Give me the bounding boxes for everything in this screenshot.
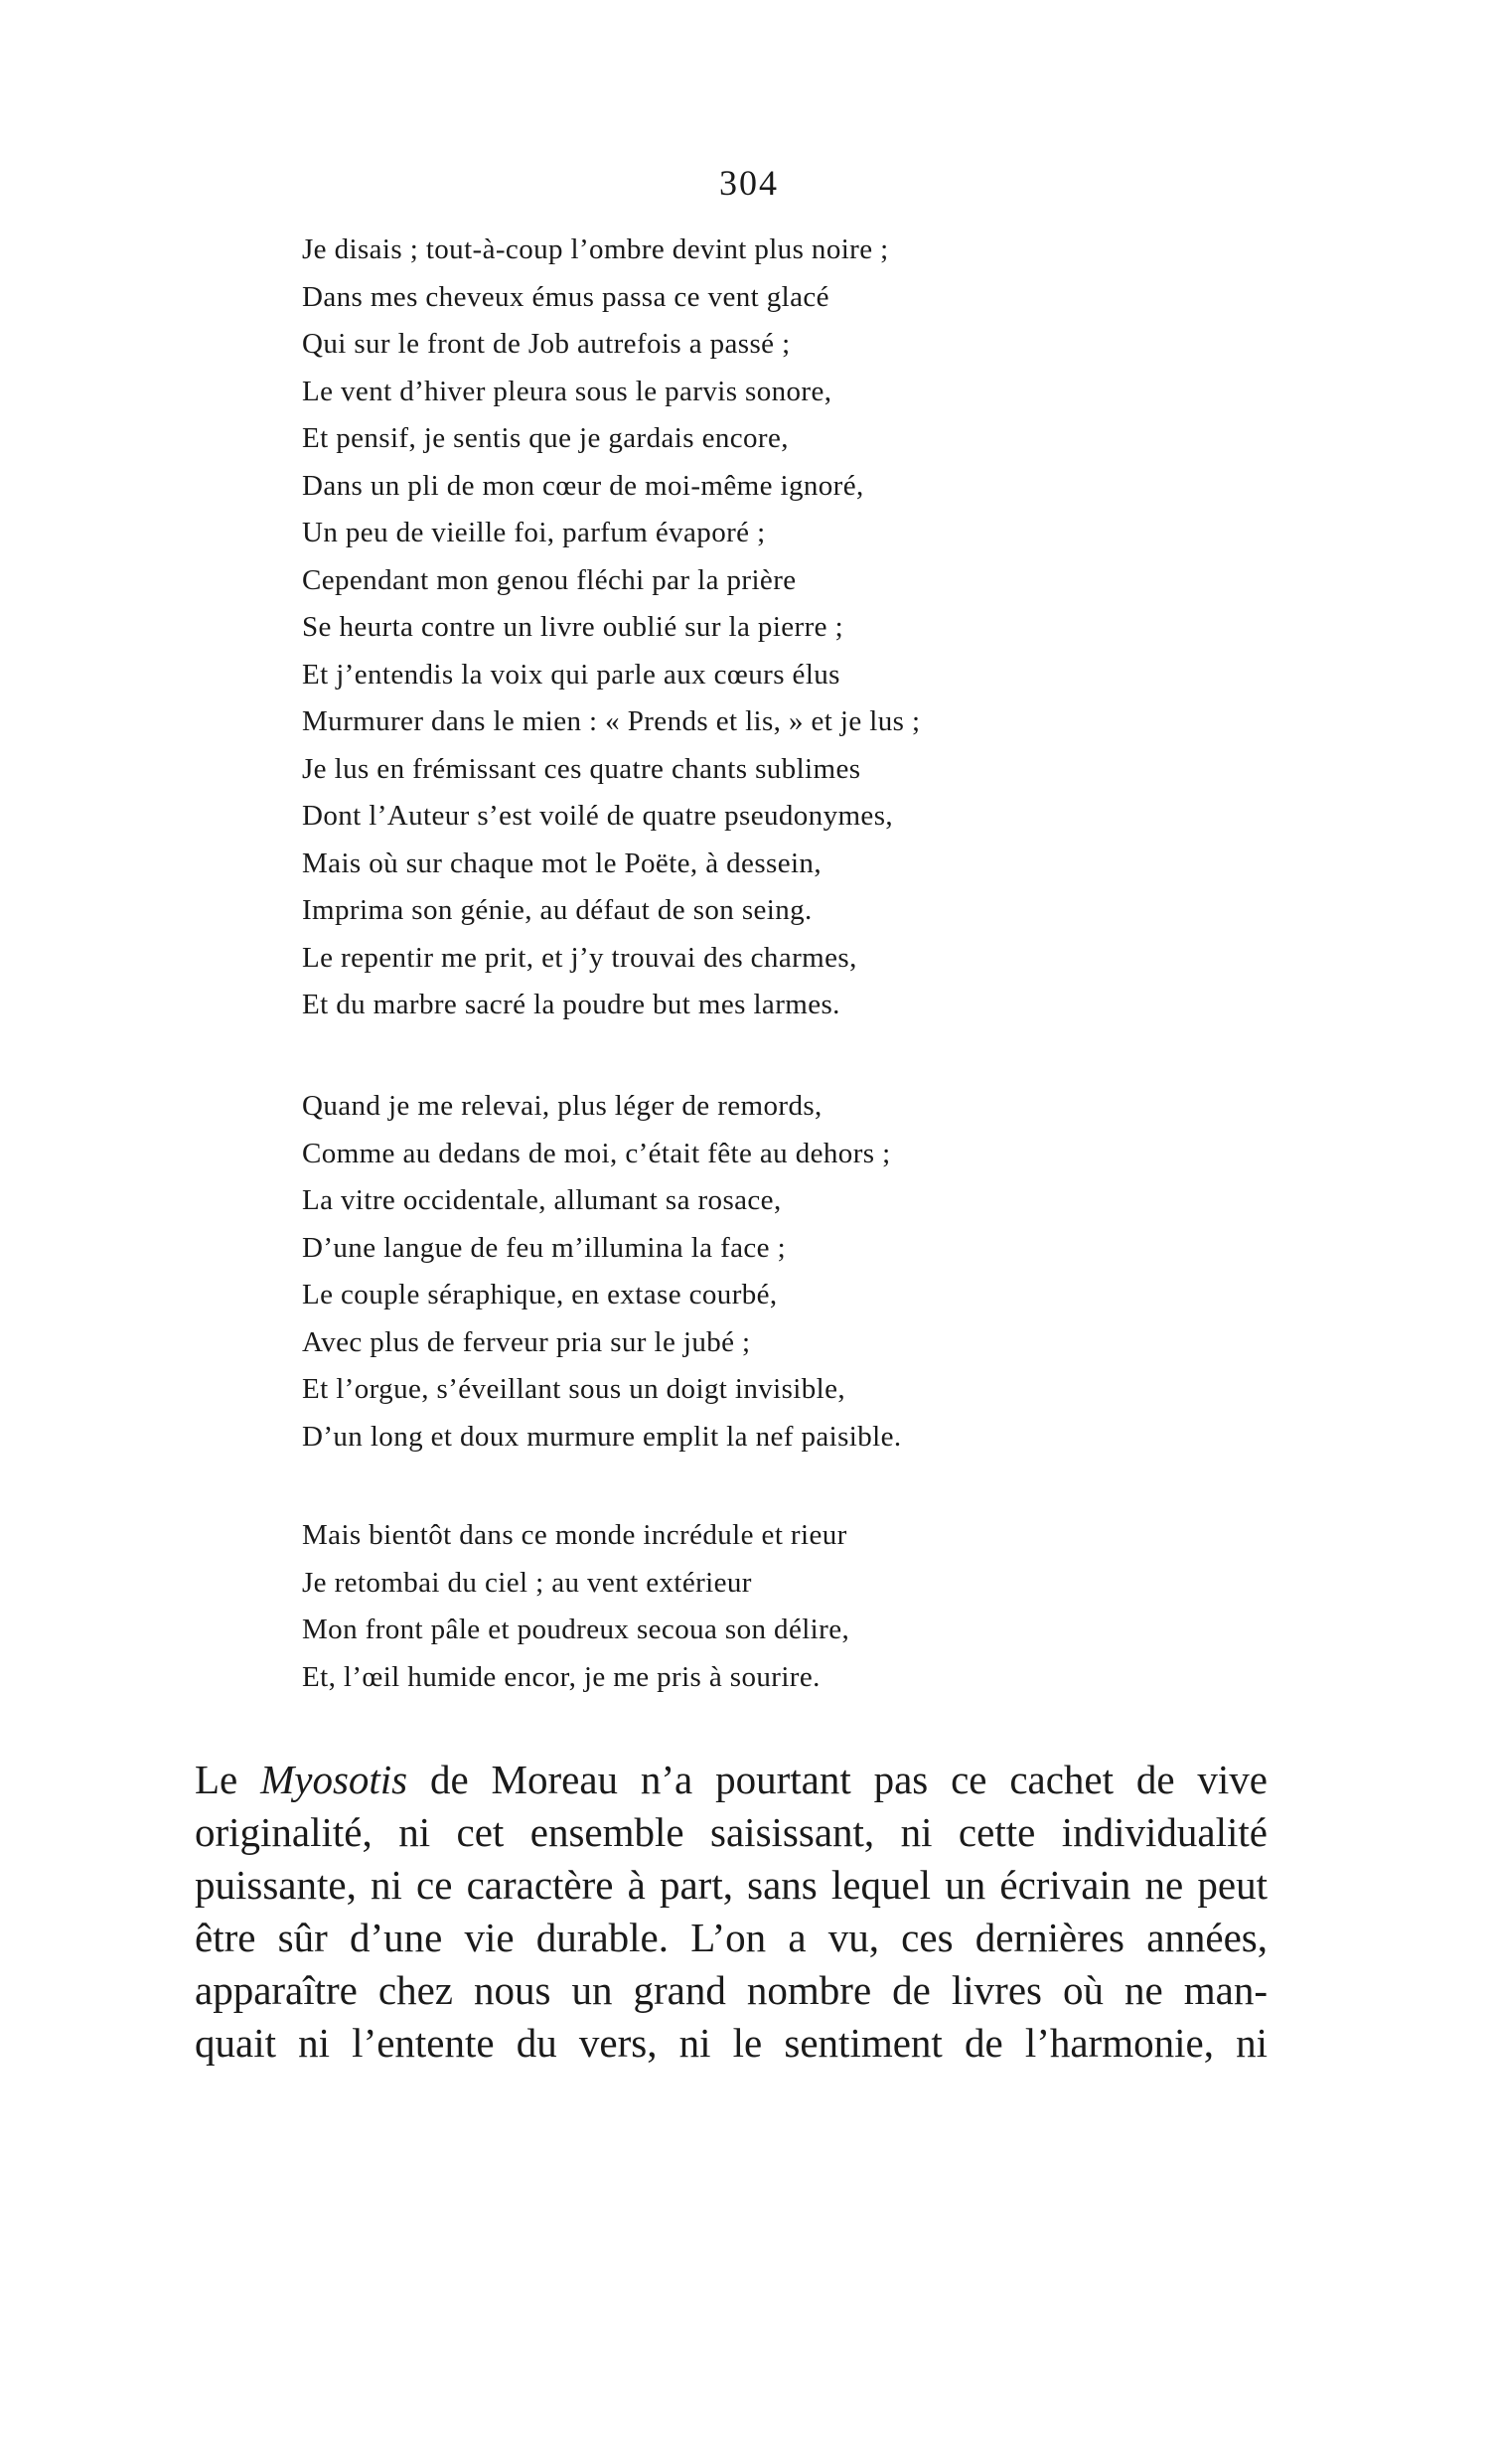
- prose-text: Le: [195, 1757, 261, 1802]
- prose-text: de Moreau n’a pourtant pas ce cachet de vive: [407, 1757, 1268, 1802]
- verse-line: Murmurer dans le mien : « Prends et lis, » et je lus ;: [302, 705, 921, 737]
- verse-line: Et l’orgue, s’éveillant sous un doigt invisible,: [302, 1373, 846, 1405]
- verse-line: Un peu de vieille foi, parfum évaporé ;: [302, 517, 766, 548]
- prose-line: puissante, ni ce caractère à part, sans lequel un écrivain ne peut: [195, 1862, 1268, 1908]
- prose-paragraph: [195, 1754, 1268, 2070]
- poem-stanza-2: [302, 1083, 902, 1461]
- prose-line: apparaître chez nous un grand nombre de livres où ne man-: [195, 1967, 1268, 2013]
- book-title: Myosotis: [260, 1757, 408, 1802]
- poem-stanza-3: [302, 1512, 849, 1701]
- verse-line: Avec plus de ferveur pria sur le jubé ;: [302, 1325, 751, 1358]
- prose-line: originalité, ni cet ensemble saisissant, ni cette individualité: [195, 1809, 1268, 1855]
- verse-line: Le repentir me prit, et j’y trouvai des charmes,: [302, 941, 857, 974]
- verse-line: Le couple séraphique, en extase courbé,: [302, 1279, 778, 1310]
- verse-line: La vitre occidentale, allumant sa rosace,: [302, 1184, 782, 1216]
- prose-line: quait ni l’entente du vers, ni le sentiment de l’harmonie, ni: [195, 2020, 1268, 2066]
- verse-line: Quand je me relevai, plus léger de remords,: [302, 1090, 823, 1122]
- verse-line: Dont l’Auteur s’est voilé de quatre pseudonymes,: [302, 800, 894, 832]
- verse-line: Mais bientôt dans ce monde incrédule et rieur: [302, 1519, 847, 1551]
- verse-line: Le vent d’hiver pleura sous le parvis sonore,: [302, 375, 832, 407]
- verse-line: Dans un pli de mon cœur de moi-même ignoré,: [302, 469, 864, 502]
- verse-line: Comme au dedans de moi, c’était fête au dehors ;: [302, 1137, 891, 1169]
- verse-line: Qui sur le front de Job autrefois a passé ;: [302, 328, 791, 360]
- verse-line: Dans mes cheveux émus passa ce vent glacé: [302, 280, 829, 313]
- verse-line: D’un long et doux murmure emplit la nef paisible.: [302, 1420, 902, 1453]
- verse-line: Je disais ; tout-à-coup l’ombre devint plus noire ;: [302, 233, 889, 265]
- verse-line: Je lus en frémissant ces quatre chants sublimes: [302, 752, 861, 785]
- verse-line: Se heurta contre un livre oublié sur la pierre ;: [302, 611, 844, 643]
- prose-line: [195, 1754, 1268, 1806]
- page-number: 304: [719, 163, 779, 203]
- verse-line: Cependant mon genou fléchi par la prière: [302, 563, 797, 596]
- verse-line: Imprima son génie, au défaut de son seing.: [302, 894, 813, 926]
- verse-line: Je retombai du ciel ; au vent extérieur: [302, 1566, 752, 1599]
- prose-line: être sûr d’une vie durable. L’on a vu, ces dernières années,: [195, 1915, 1268, 1960]
- verse-line: Et pensif, je sentis que je gardais encore,: [302, 422, 789, 454]
- verse-line: Mais où sur chaque mot le Poëte, à dessein,: [302, 847, 822, 879]
- verse-line: Mon front pâle et poudreux secoua son délire,: [302, 1614, 850, 1645]
- verse-line: Et j’entendis la voix qui parle aux cœurs élus: [302, 658, 840, 691]
- verse-line: Et du marbre sacré la poudre but mes larmes.: [302, 989, 840, 1020]
- poem-stanza-1: [302, 227, 920, 1029]
- verse-line: D’une langue de feu m’illumina la face ;: [302, 1231, 787, 1264]
- verse-line: Et, l’œil humide encor, je me pris à sourire.: [302, 1660, 821, 1693]
